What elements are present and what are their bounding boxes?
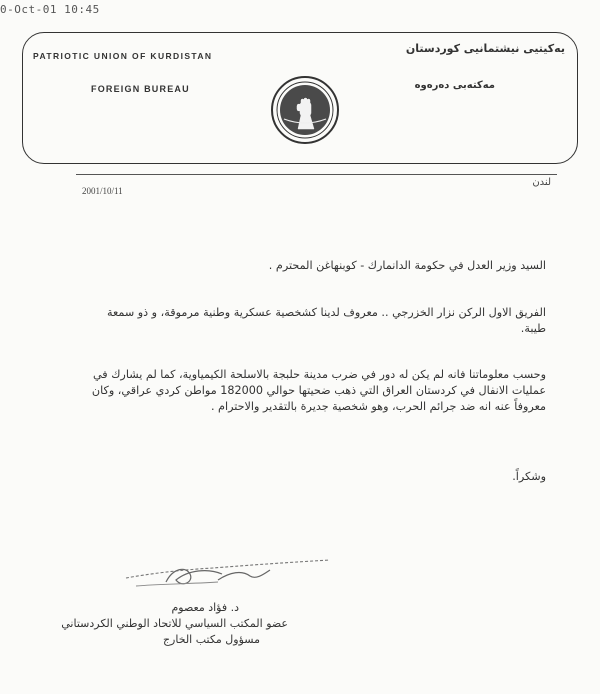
signatory-office: مسؤول مكتب الخارج [162, 633, 260, 646]
letter-paragraph-1: الفريق الاول الركن نزار الخزرجي .. معروف لدينا كشخصية عسكرية وطنية مرموقة، و ذو سمعة طيبة. [106, 306, 546, 335]
letterhead-kurdish-title: یەکیتیی نیشتمانیی کوردستان [405, 42, 565, 55]
letter-place: لندن [532, 177, 551, 188]
letter-salutation: السيد وزير العدل في حكومة الدانمارك - كوبنهاغن المحترم . [268, 259, 546, 272]
letterhead-kurdish-subtitle: مەکتەبی دەرەوە [414, 80, 495, 91]
letter-closing: وشكراً. [512, 470, 546, 483]
letterhead-english-subtitle: FOREIGN BUREAU [91, 84, 190, 94]
letter-date: 2001/10/11 [82, 186, 123, 196]
signatory-position: عضو المكتب السياسي للاتحاد الوطني الكردستاني [61, 617, 288, 630]
fax-header: 0-Oct-01 10:45 [0, 3, 100, 16]
signatory-name: د. فؤاد معصوم [171, 601, 239, 614]
letterhead [22, 32, 578, 164]
raised-fist-emblem-icon [270, 75, 340, 145]
handwritten-signature [118, 548, 338, 598]
letter-paragraph-2: وحسب معلوماتنا فانه لم يكن له دور في ضرب مدينة حلبجة بالاسلحة الكيمياوية، كما لم يشارك في عمليات الانفال في كردستان العراق التي ذهب ضحيتها حوالي 182000 مواطن كردي عراقي، وكان معروفاً عنه انه ضد جرائم الحرب، وهو شخصية جديرة بالتقدير والاحترام . [91, 368, 546, 413]
header-divider [76, 174, 557, 175]
letterhead-english-title: PATRIOTIC UNION OF KURDISTAN [33, 51, 213, 61]
